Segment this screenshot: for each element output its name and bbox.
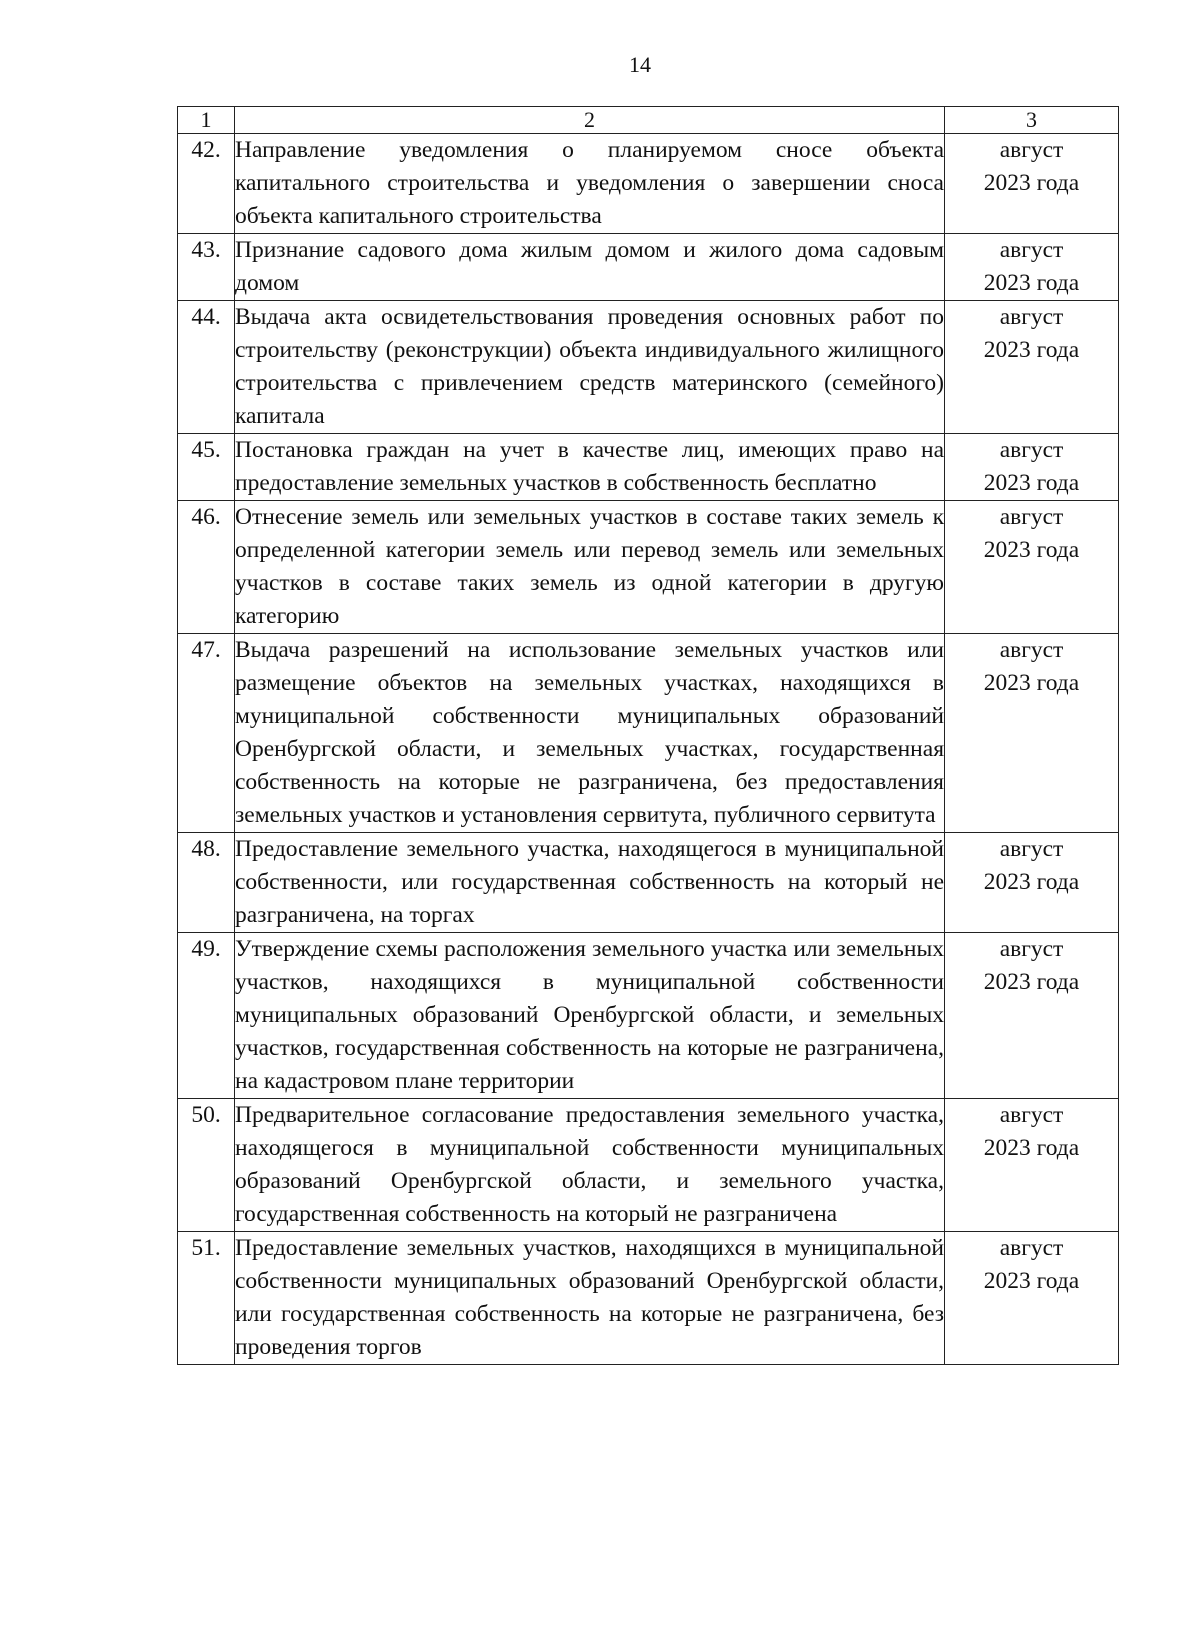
page-number: 14	[629, 52, 651, 77]
table-row	[178, 933, 1119, 1099]
table-row	[178, 1099, 1119, 1232]
row-number-cell: 51.	[178, 1232, 235, 1365]
header-cell-service: 2	[235, 107, 945, 134]
table-body	[178, 107, 1119, 1365]
term-month: август	[999, 237, 1064, 263]
table-row	[178, 833, 1119, 933]
term-year: 2023 года	[983, 1268, 1080, 1294]
table-row	[178, 634, 1119, 833]
table-row	[178, 501, 1119, 634]
term-cell	[945, 1232, 1119, 1365]
term-cell	[945, 1099, 1119, 1232]
term-cell	[945, 634, 1119, 833]
service-description-cell: Предоставление земельных участков, находящихся в муниципальной собственности муниципальных образований Оренбургской области, или государственная собственность на которые не разграничена, без проведения торгов	[235, 1232, 945, 1365]
row-number-cell: 42.	[178, 134, 235, 234]
term-cell	[945, 833, 1119, 933]
term-year: 2023 года	[983, 337, 1080, 363]
term-month: август	[999, 137, 1064, 163]
term-cell	[945, 434, 1119, 501]
service-description-cell: Утверждение схемы расположения земельного участка или земельных участков, находящихся в муниципальной собственности муниципальных образований Оренбургской области, и земельных участков, государственная собственность на которые не разграничена, на кадастровом плане территории	[235, 933, 945, 1099]
row-number-cell: 46.	[178, 501, 235, 634]
service-description-cell: Предоставление земельного участка, находящегося в муниципальной собственности, или государственная собственность на который не разграничена, на торгах	[235, 833, 945, 933]
term-cell	[945, 933, 1119, 1099]
table-row	[178, 434, 1119, 501]
row-number-cell: 48.	[178, 833, 235, 933]
service-description-cell: Постановка граждан на учет в качестве лиц, имеющих право на предоставление земельных участков в собственность бесплатно	[235, 434, 945, 501]
term-month: август	[999, 637, 1064, 663]
term-year: 2023 года	[983, 869, 1080, 895]
header-cell-number: 1	[178, 107, 235, 134]
table-row	[178, 1232, 1119, 1365]
term-month: август	[999, 936, 1064, 962]
service-description-cell: Отнесение земель или земельных участков в составе таких земель к определенной категории земель или перевод земель или земельных участков в составе таких земель из одной категории в другую категорию	[235, 501, 945, 634]
row-number-cell: 44.	[178, 301, 235, 434]
row-number-cell: 43.	[178, 234, 235, 301]
row-number-cell: 50.	[178, 1099, 235, 1232]
term-year: 2023 года	[983, 170, 1080, 196]
term-cell	[945, 501, 1119, 634]
term-cell	[945, 234, 1119, 301]
header-cell-term: 3	[945, 107, 1119, 134]
term-year: 2023 года	[983, 270, 1080, 296]
term-year: 2023 года	[983, 969, 1080, 995]
term-month: август	[999, 1235, 1064, 1261]
service-description-cell: Предварительное согласование предоставления земельного участка, находящегося в муниципальной собственности муниципальных образований Оренбургской области, и земельного участка, государственная собственность на который не разграничена	[235, 1099, 945, 1232]
term-month: август	[999, 836, 1064, 862]
term-year: 2023 года	[983, 537, 1080, 563]
term-cell	[945, 134, 1119, 234]
term-year: 2023 года	[983, 1135, 1080, 1161]
service-description-cell: Признание садового дома жилым домом и жилого дома садовым домом	[235, 234, 945, 301]
term-month: август	[999, 1102, 1064, 1128]
table-row	[178, 134, 1119, 234]
service-description-cell: Выдача разрешений на использование земельных участков или размещение объектов на земельных участках, находящихся в муниципальной собственности муниципальных образований Оренбургской области, и земельных участках, государственная собственность на которые не разграничена, без предоставления земельных участков и установления сервитута, публичного сервитута	[235, 634, 945, 833]
row-number-cell: 45.	[178, 434, 235, 501]
term-year: 2023 года	[983, 670, 1080, 696]
row-number-cell: 49.	[178, 933, 235, 1099]
table-row	[178, 301, 1119, 434]
service-description-cell: Направление уведомления о планируемом сносе объекта капитального строительства и уведомления о завершении сноса объекта капитального строительства	[235, 134, 945, 234]
term-month: август	[999, 504, 1064, 530]
term-month: август	[999, 437, 1064, 463]
table-header-row	[178, 107, 1119, 134]
row-number-cell: 47.	[178, 634, 235, 833]
services-table	[177, 106, 1119, 1365]
term-month: август	[999, 304, 1064, 330]
term-year: 2023 года	[983, 470, 1080, 496]
term-cell	[945, 301, 1119, 434]
table-row	[178, 234, 1119, 301]
service-description-cell: Выдача акта освидетельствования проведения основных работ по строительству (реконструкции) объекта индивидуального жилищного строительства с привлечением средств материнского (семейного) капитала	[235, 301, 945, 434]
